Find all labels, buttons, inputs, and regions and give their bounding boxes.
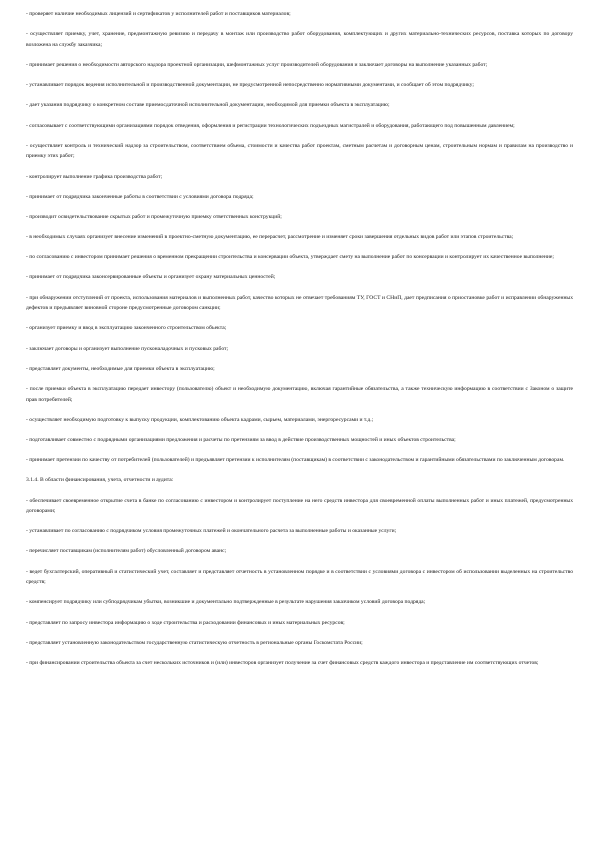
paragraph: - представляет документы, необходимые для приемки объекта в эксплуатацию; — [26, 365, 215, 372]
paragraph: - подготавливает совместно с подрядными организациями предложения и расчеты по претензиям за ввод в действие производственных мощностей и иных объектов строительства; — [26, 436, 456, 443]
paragraph: - представляет по запросу инвестора информацию о ходе строительства и расходовании финансовых и иных материальных ресурсов; — [26, 619, 345, 626]
paragraph: - представляет установленную законодательством государственную статистическую отчетность в региональные органы Госкомстата России; — [26, 639, 363, 646]
paragraph: - заключает договоры и организует выполнение пусконаладочных и пусковых работ; — [26, 345, 229, 352]
paragraph: - после приемки объекта в эксплуатацию передает инвестору (пользователю) объект и необходимую документацию, включая гарантийные обязательства, а также техническую информацию в соответствии с Законом о защите прав потребителей; — [26, 385, 573, 403]
paragraph: - при обнаружении отступлений от проекта, использования материалов и выполненных работ, качество которых не отвечает требованиям ТУ, ГОСТ и СНиП, дает предписания о приостановке работ и исправлении обнаруженных дефектов и предъявляет виновной стороне предусмотренные договором санкции; — [26, 294, 573, 312]
paragraph: - по согласованию с инвестором принимает решения о временном прекращении строительства и консервации объекта, утверждает смету на выполнение работ по консервации и контролирует их качественное выполнение; — [26, 254, 554, 261]
paragraph: - организует приемку и ввод в эксплуатацию законченного строительством объекта; — [26, 325, 227, 332]
paragraph: - в необходимых случаях организует внесение изменений в проектно-сметную документацию, ее перерасчет, рассмотрение и изменяет сроки завершения отдельных видов работ или этапов строительства; — [26, 234, 514, 241]
paragraph: - принимает решения о необходимости авторского надзора проектной организации, шефмонтажных услуг производителей оборудования и заключает договоры на выполнение указанных работ; — [26, 61, 488, 68]
paragraph: - принимает от подрядчика законсервированные объекты и организует охрану материальных ценностей; — [26, 274, 276, 281]
paragraph: - принимает претензии по качеству от потребителей (пользователей) и предъявляет претензии к исполнителям (поставщикам) в соответствии с законодательством и гарантийными обязательствами по заключенным договорам. — [26, 457, 565, 464]
paragraph: - принимает от подрядчика законченные работы в соответствии с условиями договора подряда; — [26, 193, 254, 200]
paragraph: - устанавливает порядок ведения исполнительной и производственной документации, не предусмотренной непосредственно нормативными документами, и сообщает об этом подрядчику; — [26, 82, 474, 89]
paragraph: - согласовывает с соответствующими организациями порядок отведения, оформления и регистрации технологических подъездных магистралей и оборудования, работающего под повышенным давлением; — [26, 122, 515, 129]
paragraph: - обеспечивает своевременное открытие счета в банке по согласованию с инвестором и контролирует поступление на него средств инвестора для своевременной оплаты выполненных работ и иных платежей, предусмотренных договорами; — [26, 497, 573, 515]
paragraph: - дает указания подрядчику о конкретном составе приемосдаточной исполнительной документации, необходимой для приемки объекта в эксплуатацию; — [26, 102, 390, 109]
paragraph: - при финансировании строительства объекта за счет нескольких источников и (или) инвесторов организует получение за счет финансовых средств каждого инвестора и представление им соответствующих отчетов; — [26, 660, 539, 666]
paragraph: - устанавливает по согласованию с подрядчиком условия промежуточных платежей и окончательного расчета за выполненные работы и оказанные услуги; — [26, 528, 397, 535]
paragraph: - ведет бухгалтерский, оперативный и статистический учет, составляет и представляет отчетность в установленном порядке и в соответствии с условиями договора с инвестором об использовании выделенных на строительство средств; — [26, 568, 573, 586]
paragraph: - проверяет наличие необходимых лицензий и сертификатов у исполнителей работ и поставщиков материалов; — [26, 11, 291, 17]
section-heading: 3.1.4. В области финансирования, учета, отчетности и аудита: — [26, 477, 174, 484]
paragraph: - осуществляет необходимую подготовку к выпуску продукции, комплектованию объекта кадрами, сырьем, материалами, энергоресурсами и т.д.; — [26, 416, 374, 423]
paragraph: - компенсирует подрядчику или субподрядчикам убытки, возникшие и документально подтвержденные в результате нарушения заказчиком условий договора подряда; — [26, 599, 426, 606]
paragraph: - контролирует выполнение графика производства работ; — [26, 173, 163, 180]
paragraph: - перечисляет поставщикам (исполнителям работ) обусловленный договором аванс; — [26, 548, 227, 555]
paragraph: - осуществляет приемку, учет, хранение, предмонтажную ревизию и передачу в монтаж или производство работ оборудования, комплектующих и других материально-технических ресурсов, поставка которых по договору возложена на службу заказчика; — [26, 31, 573, 48]
paragraph: - осуществляет контроль и технический надзор за строительством, соответствием объема, стоимости и качества работ проектам, сметным расчетам и договорным ценам, строительным нормам и правилам на производство и приемку этих работ; — [26, 142, 573, 160]
paragraph: - производит освидетельствование скрытых работ и промежуточную приемку ответственных конструкций; — [26, 213, 282, 220]
